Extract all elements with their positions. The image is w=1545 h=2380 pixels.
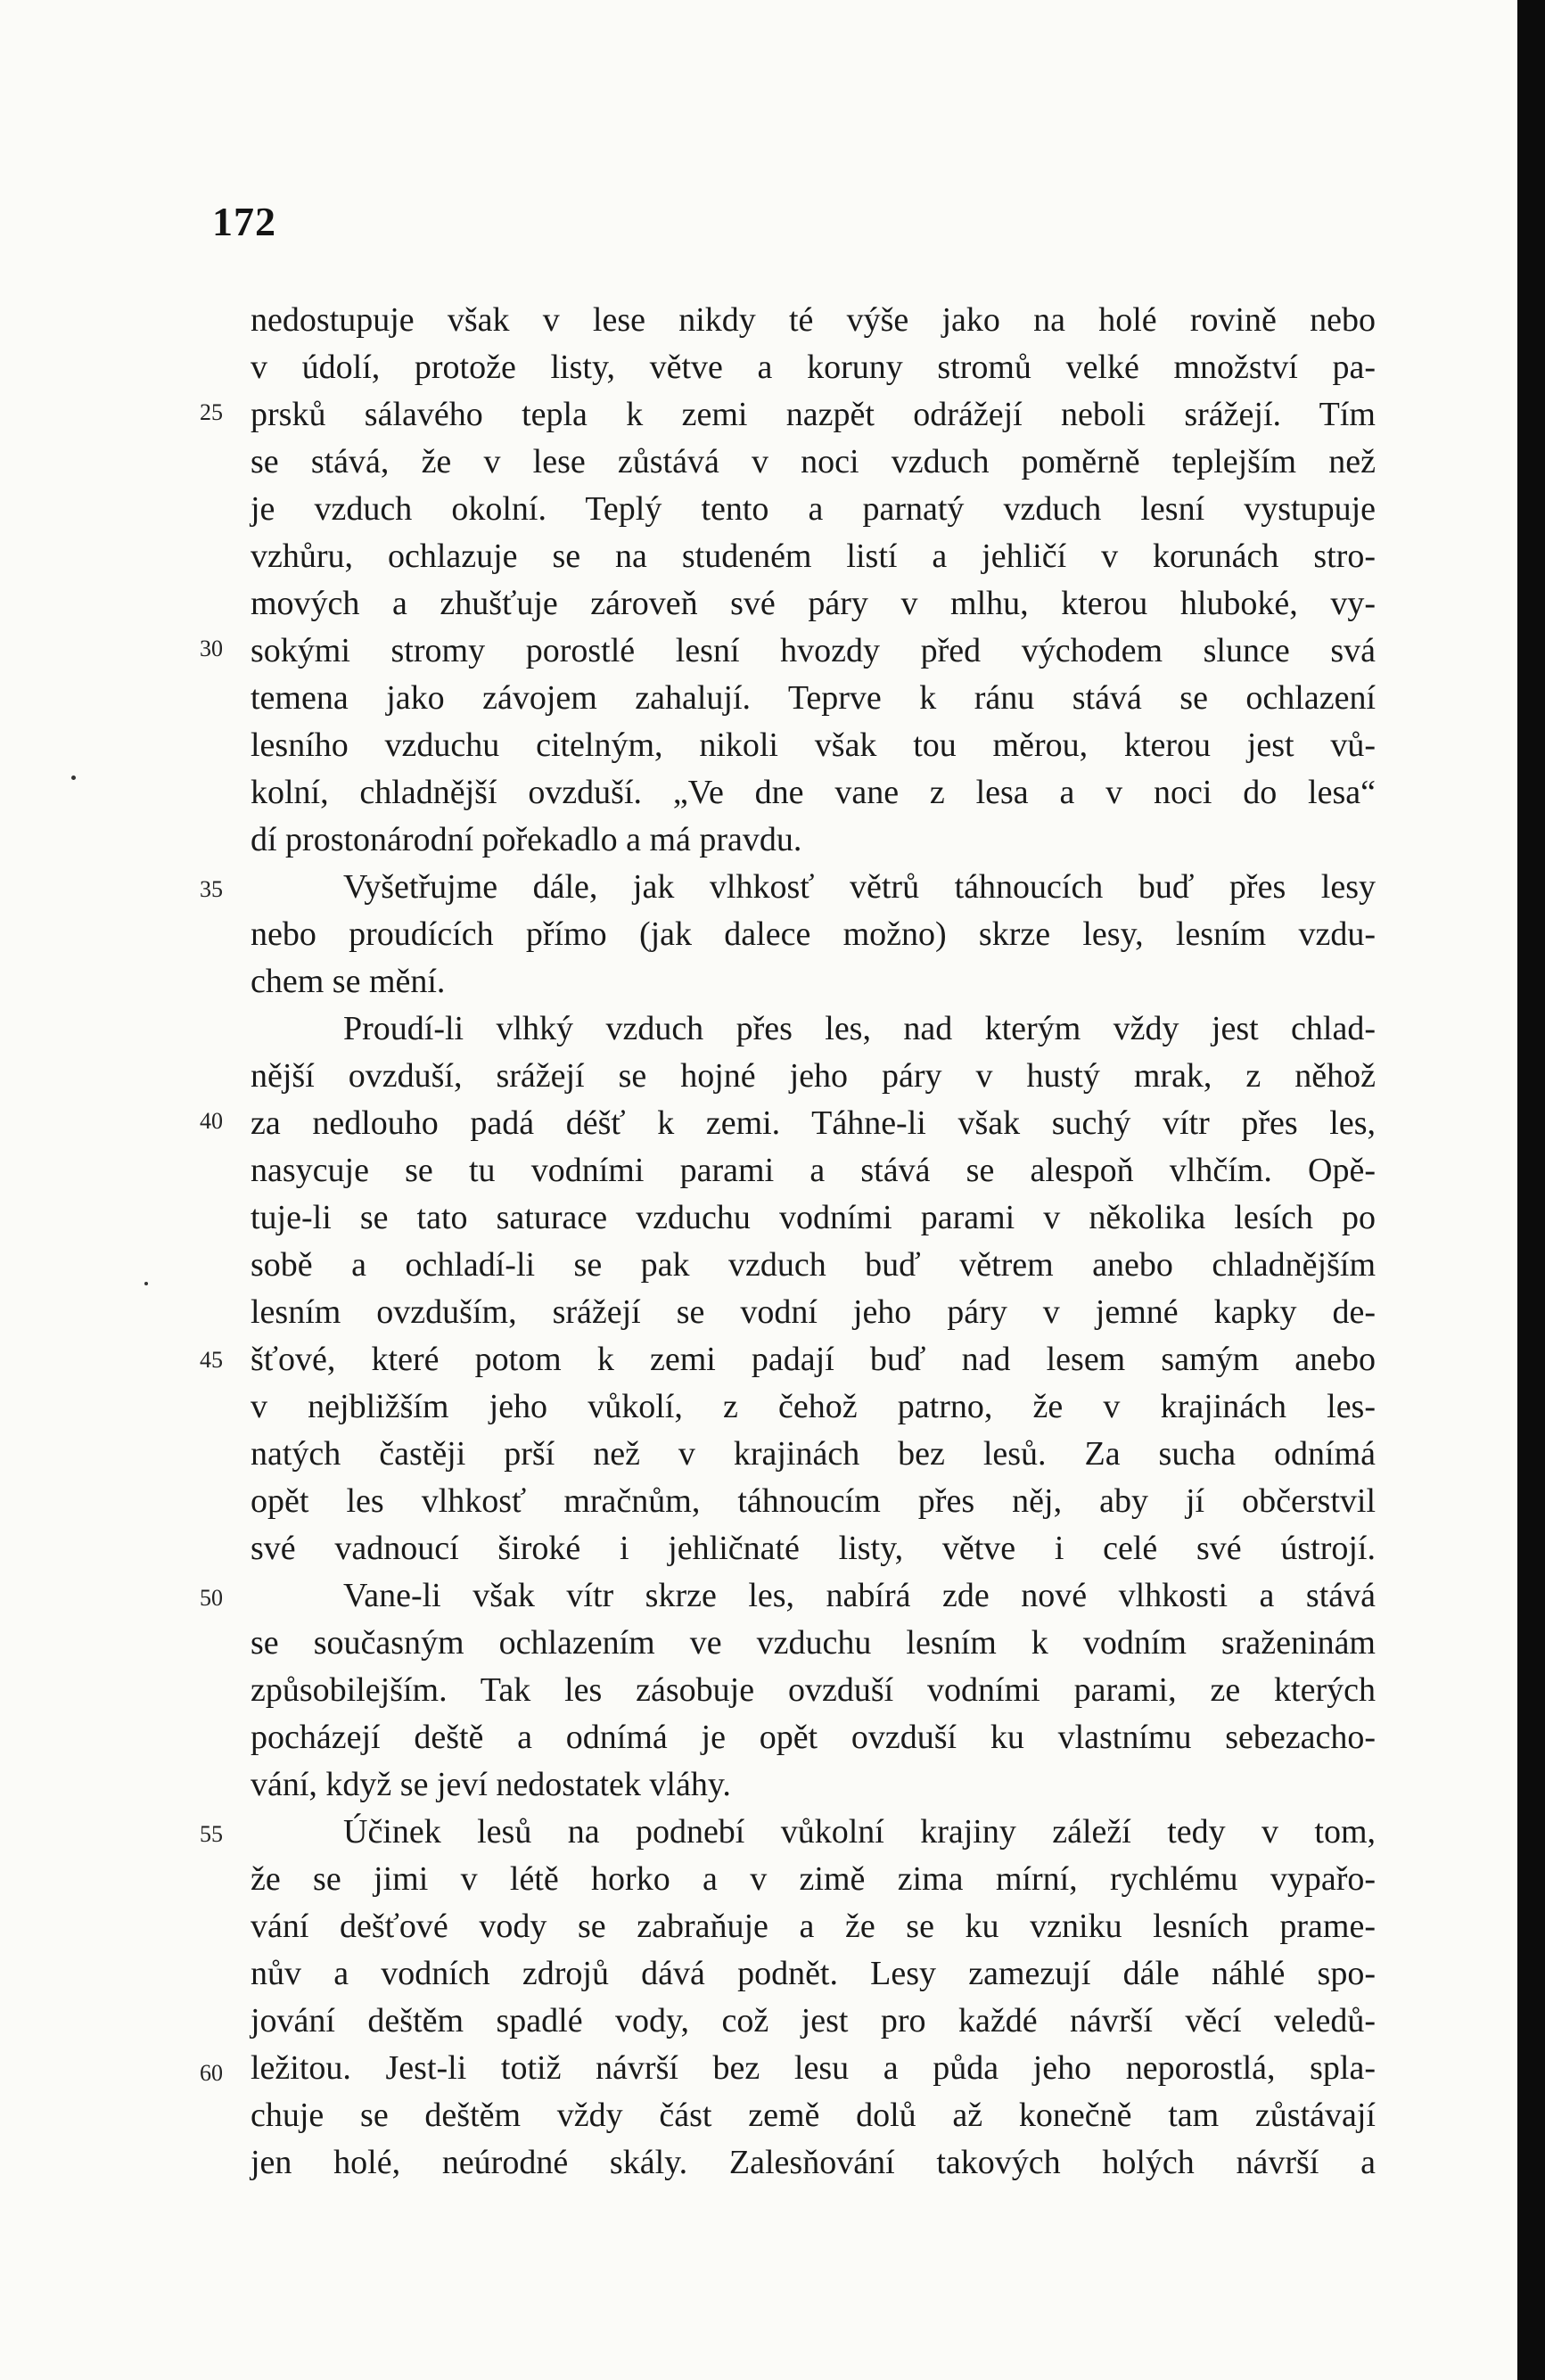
paper-speck [144, 1282, 148, 1285]
text-line: lesním ovzduším, srážejí se vodní jeho páry v jemné kapky de- [251, 1293, 1376, 1331]
text-line: je vzduch okolní. Teplý tento a parnatý vzduch lesní vystupuje [251, 490, 1376, 528]
text-line: lesního vzduchu citelným, nikoli však tou měrou, kterou jest vů- [251, 726, 1376, 764]
margin-line-number: 60 [200, 2060, 223, 2086]
text-line: se stává, že v lese zůstává v noci vzduch poměrně teplejším než [251, 443, 1376, 480]
text-line: nější ovzduší, srážejí se hojné jeho páry v hustý mrak, z něhož [251, 1057, 1376, 1095]
margin-line-number: 55 [200, 1821, 223, 1847]
text-line: způsobilejším. Tak les zásobuje ovzduší vodními parami, ze kterých [251, 1671, 1376, 1709]
text-line: chem se mění. [251, 963, 446, 1000]
text-line: vzhůru, ochlazuje se na studeném listí a jehličí v korunách stro- [251, 538, 1376, 575]
margin-line-number: 45 [200, 1347, 223, 1373]
text-line: jování deštěm spadlé vody, což jest pro každé návrší věcí veledů- [251, 2002, 1376, 2039]
text-line: nebo proudících přímo (jak dalece možno) skrze lesy, lesním vzdu- [251, 915, 1376, 953]
paragraph-first-line: Proudí-li vlhký vzduch přes les, nad kterým vždy jest chlad- [343, 1010, 1376, 1047]
text-line: temena jako závojem zahalují. Teprve k ránu stává se ochlazení [251, 679, 1376, 717]
text-line: opět les vlhkosť mračnům, táhnoucím přes něj, aby jí občerstvil [251, 1482, 1376, 1520]
text-line: mových a zhušťuje zároveň své páry v mlhu, kterou hluboké, vy- [251, 585, 1376, 622]
text-line: vání, když se jeví nedostatek vláhy. [251, 1766, 731, 1803]
margin-line-number: 40 [200, 1108, 223, 1134]
text-line: sokými stromy porostlé lesní hvozdy před východem slunce svá [251, 632, 1376, 669]
margin-line-number: 30 [200, 636, 223, 661]
text-line: tuje-li se tato saturace vzduchu vodními parami v několika lesích po [251, 1199, 1376, 1236]
text-line: nedostupuje však v lese nikdy té výše jako na holé rovině nebo [251, 301, 1376, 339]
text-line: kolní, chladnější ovzduší. „Ve dne vane z lesa a v noci do lesa“ [251, 774, 1376, 811]
text-line: své vadnoucí široké i jehličnaté listy, větve i celé své ústrojí. [251, 1530, 1376, 1567]
margin-line-number: 35 [200, 876, 223, 902]
paper-speck [71, 776, 76, 780]
text-line: dí prostonárodní pořekadlo a má pravdu. [251, 821, 802, 858]
text-line: natých častěji prší než v krajinách bez lesů. Za sucha odnímá [251, 1435, 1376, 1473]
scan-edge [1517, 0, 1545, 2380]
paragraph-first-line: Vyšetřujme dále, jak vlhkosť větrů táhnoucích buď přes lesy [343, 868, 1376, 906]
text-line: šťové, které potom k zemi padají buď nad lesem samým anebo [251, 1341, 1376, 1378]
text-line: pocházejí deště a odnímá je opět ovzduší ku vlastnímu sebezacho- [251, 1719, 1376, 1756]
text-line: ležitou. Jest-li totiž návrší bez lesu a půda jeho neporostlá, spla- [251, 2049, 1376, 2087]
text-line: v nejbližším jeho vůkolí, z čehož patrno, že v krajinách les- [251, 1388, 1376, 1425]
margin-line-number: 25 [200, 399, 223, 425]
page-number: 172 [212, 199, 276, 244]
text-line: jen holé, neúrodné skály. Zalesňování takových holých návrší a [251, 2144, 1376, 2181]
text-line: chuje se deštěm vždy část země dolů až konečně tam zůstávají [251, 2097, 1376, 2134]
text-line: se současným ochlazením ve vzduchu lesním k vodním sraženinám [251, 1624, 1376, 1662]
paragraph-first-line: Účinek lesů na podnebí vůkolní krajiny záleží tedy v tom, [343, 1813, 1376, 1851]
text-line: v údolí, protože listy, větve a koruny stromů velké množství pa- [251, 349, 1376, 386]
text-line: že se jimi v létě horko a v zimě zima mírní, rychlému vypařo- [251, 1860, 1376, 1898]
text-line: prsků sálavého tepla k zemi nazpět odrážejí neboli srážejí. Tím [251, 396, 1376, 433]
text-line: nasycuje se tu vodními parami a stává se alespoň vlhčím. Opě- [251, 1152, 1376, 1189]
text-line: za nedlouho padá déšť k zemi. Táhne-li však suchý vítr přes les, [251, 1104, 1376, 1142]
paragraph-first-line: Vane-li však vítr skrze les, nabírá zde nové vlhkosti a stává [343, 1577, 1376, 1614]
margin-line-number: 50 [200, 1585, 223, 1611]
text-line: nův a vodních zdrojů dává podnět. Lesy zamezují dále náhlé spo- [251, 1955, 1376, 1992]
text-line: vání dešťové vody se zabraňuje a že se ku vzniku lesních prame- [251, 1908, 1376, 1945]
text-line: sobě a ochladí-li se pak vzduch buď větrem anebo chladnějším [251, 1246, 1376, 1284]
